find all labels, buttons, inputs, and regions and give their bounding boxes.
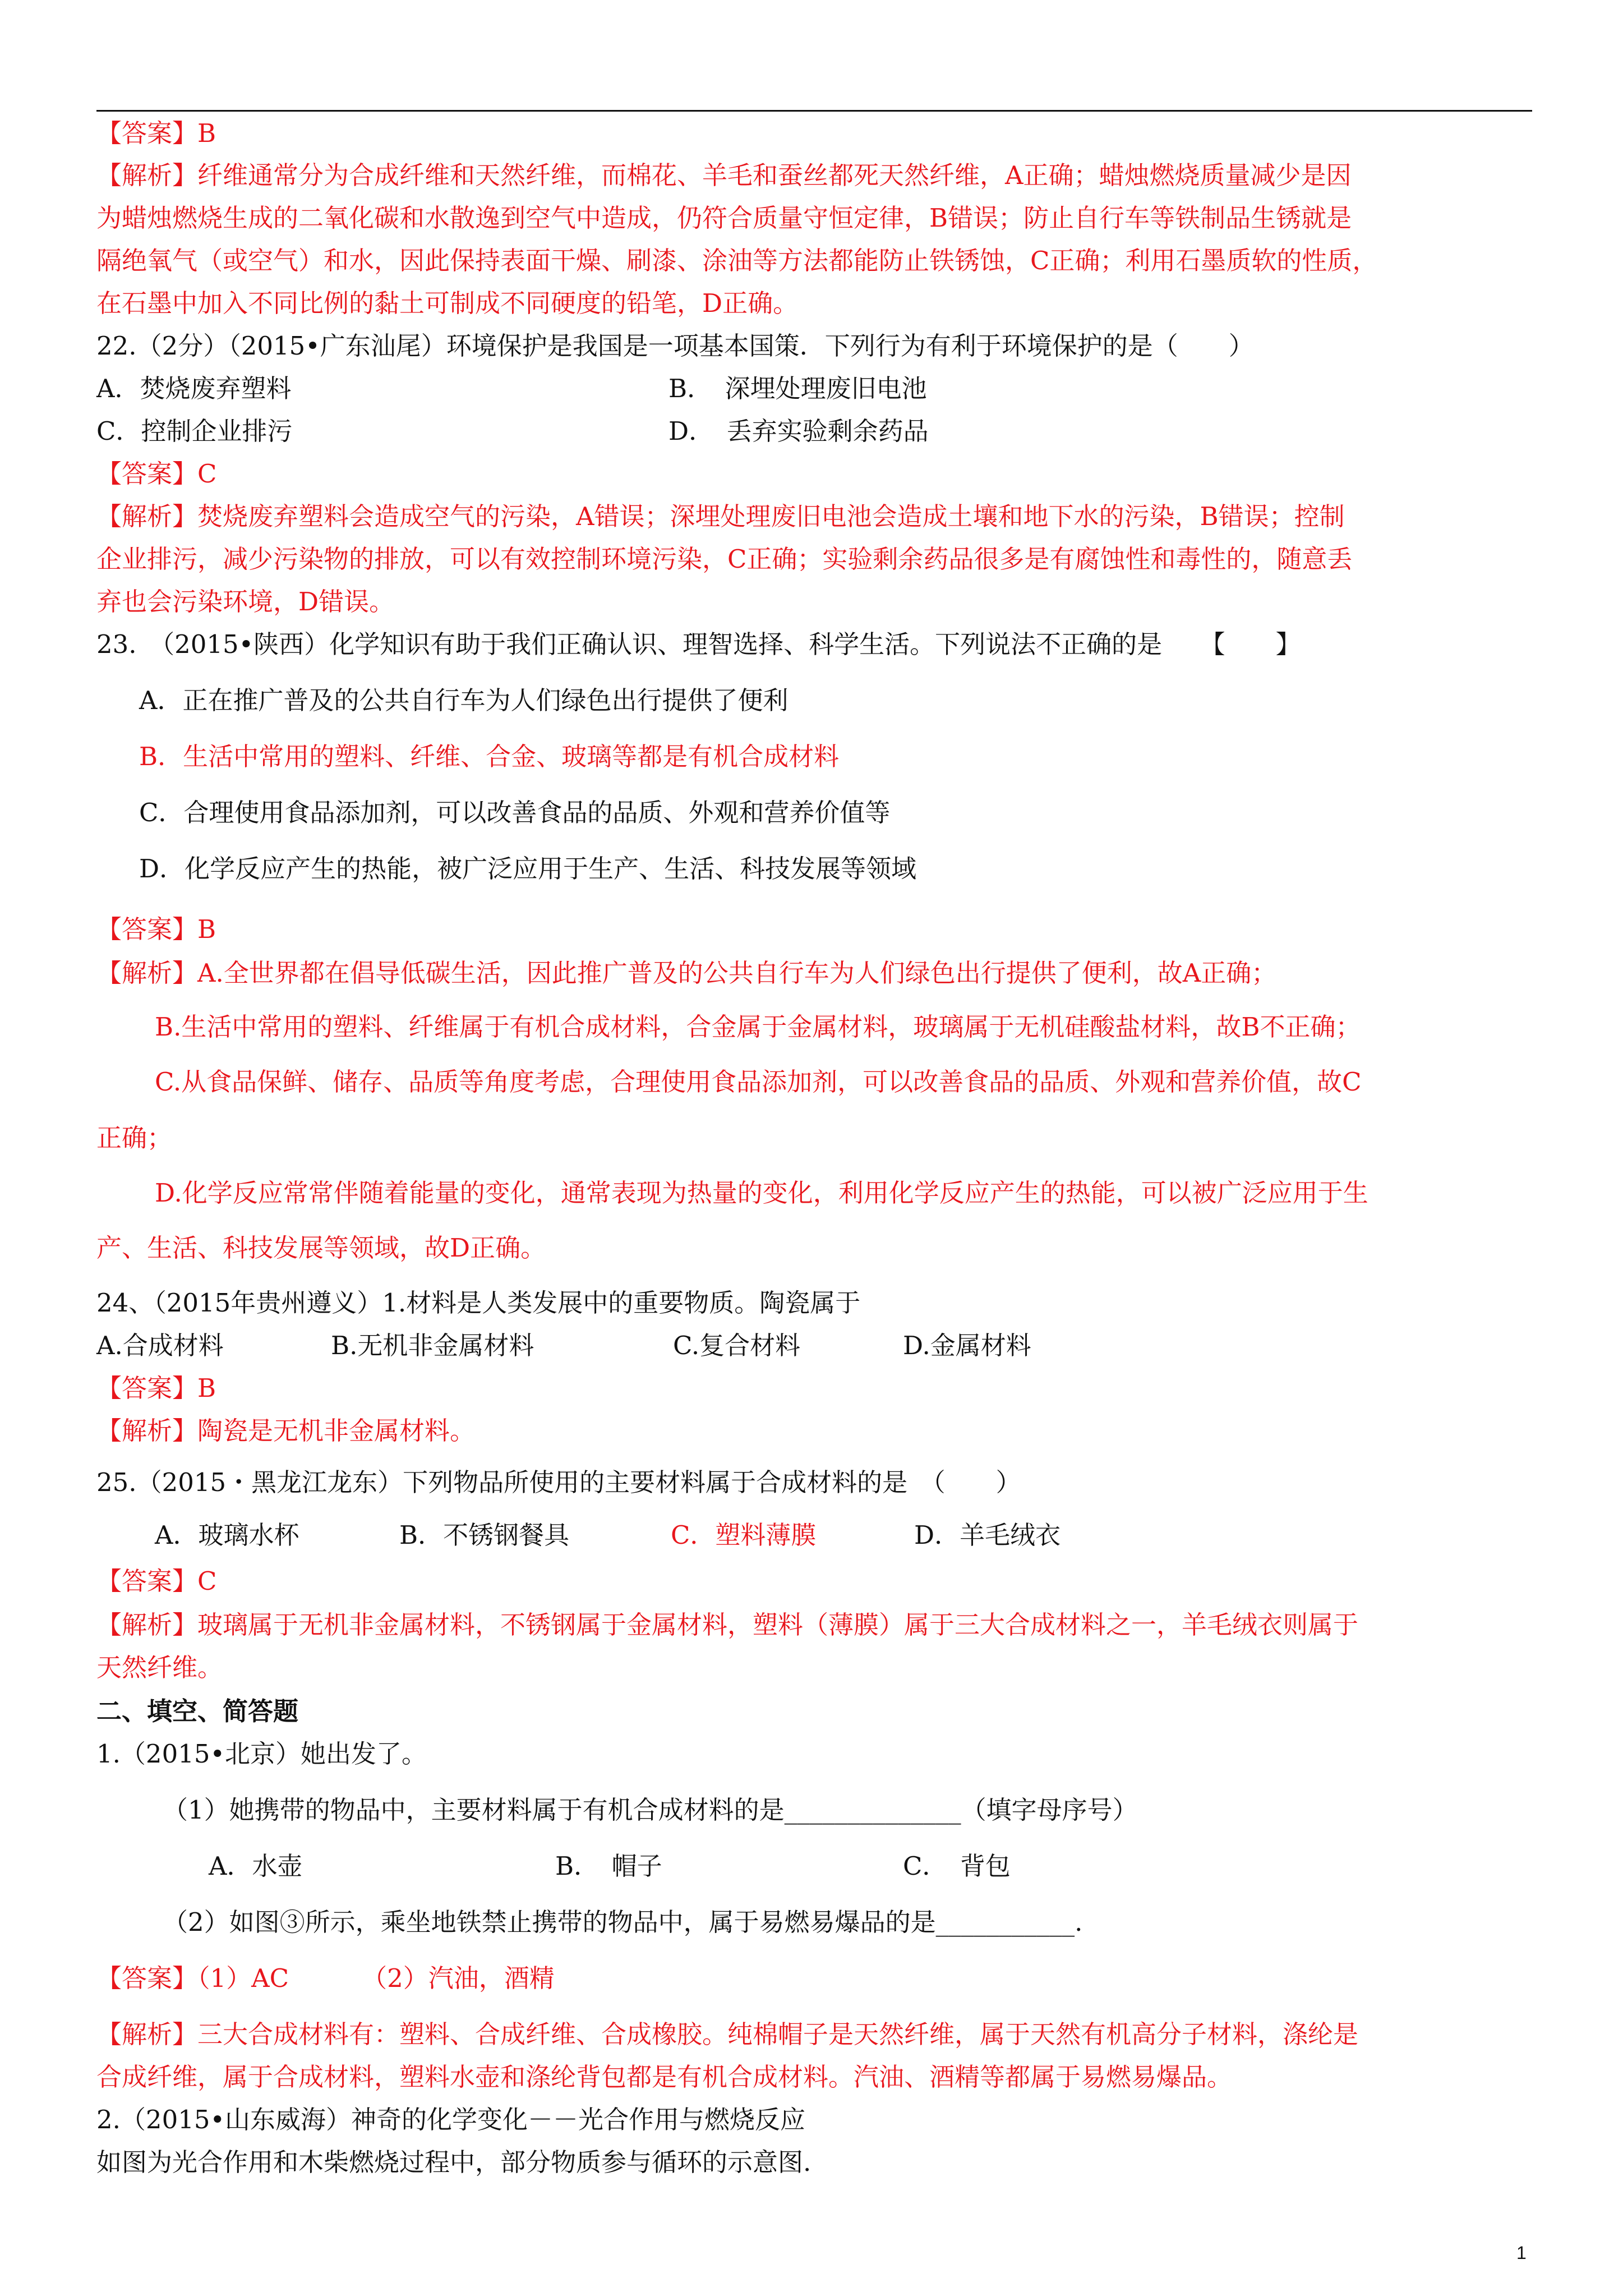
option-b: B．不锈钢餐具 <box>399 1520 570 1550</box>
explanation-line: 隔绝氧气（或空气）和水，因此保持表面干燥、刷漆、涂油等方法都能防止铁锈蚀，C正确；利用石墨质软的性质， <box>96 246 1378 275</box>
option-b: B． 帽子 <box>555 1851 662 1881</box>
answer-q23: 【答案】B <box>96 914 216 944</box>
option-a: A．正在推广普及的公共自行车为人们绿色出行提供了便利 <box>139 685 789 715</box>
option-b: B．生活中常用的塑料、纤维、合金、玻璃等都是有机合成材料 <box>139 742 840 771</box>
explanation-line: 【解析】焚烧废弃塑料会造成空气的污染，A错误；深埋处理废旧电池会造成土壤和地下水的污染，B错误；控制 <box>96 501 1345 531</box>
answer-part-2: （2）汽油，酒精 <box>362 1963 555 1993</box>
explanation-line: 【解析】A.全世界都在倡导低碳生活，因此推广普及的公共自行车为人们绿色出行提供了便利，故A正确； <box>96 958 1277 988</box>
option-d: D． 丢弃实验剩余药品 <box>668 416 929 446</box>
option-c: C.复合材料 <box>673 1331 801 1360</box>
answer-blank: ___________ <box>935 1907 1075 1937</box>
answer-s1 <box>96 1963 555 1993</box>
answer-q25: 【答案】C <box>96 1566 217 1596</box>
section-heading: 二、填空、简答题 <box>96 1696 299 1726</box>
option-c: C．控制企业排污 <box>96 416 293 446</box>
option-a: A.合成材料 <box>96 1331 224 1360</box>
option-d: D.金属材料 <box>903 1331 1031 1360</box>
explanation-line: D.化学反应常常伴随着能量的变化，通常表现为热量的变化，利用化学反应产生的热能，可以被广泛应用于生 <box>155 1178 1368 1208</box>
fill-question-1-stem: 1.（2015•北京）她出发了。 <box>96 1739 427 1769</box>
question-22-stem: 22.（2分）（2015•广东汕尾）环境保护是我国是一项基本国策．下列行为有利于环境保护的是（ ） <box>96 331 1254 361</box>
explanation-line: 企业排污，减少污染物的排放，可以有效控制环境污染，C正确；实验剩余药品很多是有腐蚀性和毒性的，随意丢 <box>96 544 1353 574</box>
option-a: A．水壶 <box>209 1851 303 1881</box>
explanation-line: 【解析】陶瓷是无机非金属材料。 <box>96 1416 476 1446</box>
explanation-line: 弃也会污染环境，D错误。 <box>96 587 395 616</box>
explanation-line: 为蜡烛燃烧生成的二氧化碳和水散逸到空气中造成，仍符合质量守恒定律，B错误；防止自行车等铁制品生锈就是 <box>96 203 1352 233</box>
explanation-line: 天然纤维。 <box>96 1653 223 1682</box>
fill-question-2-stem: 2.（2015•山东威海）神奇的化学变化－－光合作用与燃烧反应 <box>96 2105 806 2134</box>
explanation-line: 合成纤维，属于合成材料，塑料水壶和涤纶背包都是有机合成材料。汽油、酒精等都属于易燃易爆品。 <box>96 2062 1233 2092</box>
option-b: B.无机非金属材料 <box>331 1331 534 1360</box>
header-rule <box>96 110 1532 112</box>
answer-blank: ______________ <box>784 1795 961 1825</box>
question-24-stem: 24、（2015年贵州遵义）1.材料是人类发展中的重要物质。陶瓷属于 <box>96 1288 861 1318</box>
explanation-line: 【解析】玻璃属于无机非金属材料，不锈钢属于金属材料，塑料（薄膜）属于三大合成材料之一，羊毛绒衣则属于 <box>96 1610 1359 1640</box>
sub-question-end: . <box>1075 1907 1083 1937</box>
option-a: A．焚烧废弃塑料 <box>96 374 292 403</box>
option-c: C．塑料薄膜 <box>671 1520 817 1550</box>
explanation-line: C.从食品保鲜、储存、品质等角度考虑，合理使用食品添加剂，可以改善食品的品质、外观和营养价值，故C <box>155 1067 1362 1097</box>
sub-question-text: （2）如图③所示，乘坐地铁禁止携带的物品中，属于易燃易爆品的是 <box>163 1907 936 1937</box>
explanation-line: B.生活中常用的塑料、纤维属于有机合成材料，合金属于金属材料，玻璃属于无机硅酸盐材料，故B不正确； <box>155 1012 1361 1042</box>
option-a: A．玻璃水杯 <box>155 1520 299 1550</box>
answer-part-1: （1）AC <box>197 1963 289 1993</box>
option-d: D．化学反应产生的热能，被广泛应用于生产、生活、科技发展等领域 <box>139 854 917 884</box>
question-25-stem: 25.（2015・黑龙江龙东）下列物品所使用的主要材料属于合成材料的是 （ ） <box>96 1467 1021 1497</box>
answer-q24: 【答案】B <box>96 1373 216 1403</box>
page-number: 1 <box>1516 2243 1527 2263</box>
question-23-stem: 23. （2015•陕西）化学知识有助于我们正确认识、理智选择、科学生活。下列说法不正确的是 【 】 <box>96 629 1301 659</box>
explanation-line: 【解析】三大合成材料有：塑料、合成纤维、合成橡胶。纯棉帽子是天然纤维，属于天然有机高分子材料，涤纶是 <box>96 2019 1359 2049</box>
sub-question-2 <box>163 1907 1083 1937</box>
option-d: D．羊毛绒衣 <box>914 1520 1061 1550</box>
option-c: C． 背包 <box>903 1851 1011 1881</box>
explanation-line: 产、生活、科技发展等领域，故D正确。 <box>96 1233 546 1263</box>
sub-question-hint: （填字母序号） <box>961 1795 1138 1825</box>
explanation-line: 【解析】纤维通常分为合成纤维和天然纤维，而棉花、羊毛和蚕丝都死天然纤维，A正确；蜡烛燃烧质量减少是因 <box>96 160 1352 190</box>
option-b: B． 深埋处理废旧电池 <box>668 374 927 403</box>
answer-label: 【答案】 <box>96 1963 198 1993</box>
fill-question-2-text: 如图为光合作用和木柴燃烧过程中，部分物质参与循环的示意图. <box>96 2147 811 2177</box>
answer-q22: 【答案】C <box>96 459 217 489</box>
option-c: C．合理使用食品添加剂，可以改善食品的品质、外观和营养价值等 <box>139 798 891 827</box>
sub-question-1 <box>163 1797 1138 1823</box>
explanation-line: 正确； <box>96 1123 173 1153</box>
sub-question-text: （1）她携带的物品中，主要材料属于有机合成材料的是 <box>163 1795 785 1825</box>
explanation-line: 在石墨中加入不同比例的黏土可制成不同硬度的铅笔，D正确。 <box>96 288 799 318</box>
answer-q21: 【答案】B <box>96 118 216 148</box>
